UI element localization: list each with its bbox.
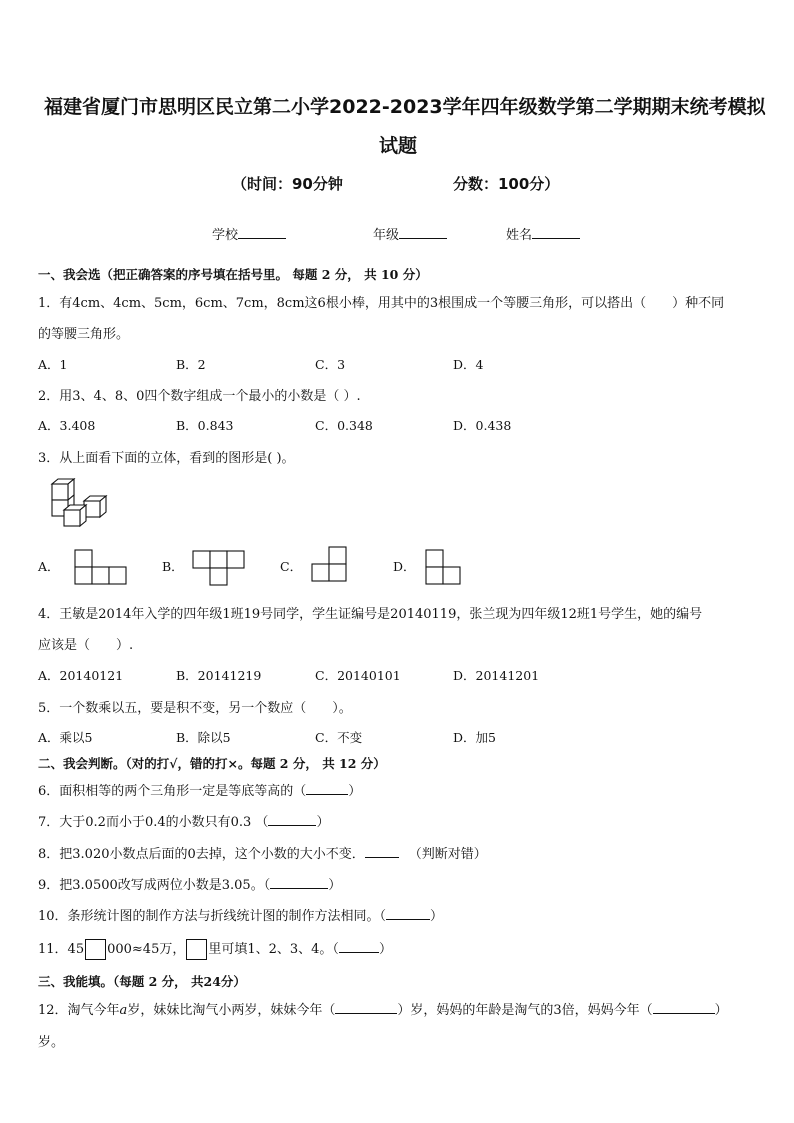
q1-option-b[interactable]: B．2 — [176, 357, 206, 372]
q4-line-2: 应该是（ ）. — [38, 638, 134, 653]
q9-answer-blank[interactable] — [270, 875, 328, 889]
q4-option-d[interactable]: D．20141201 — [453, 668, 540, 683]
grade-label: 年级 — [373, 228, 400, 243]
q1-line-2: 的等腰三角形。 — [38, 327, 130, 342]
q5-option-a[interactable]: A．乘以5 — [38, 730, 93, 745]
name-field — [506, 224, 580, 243]
q6-answer-blank[interactable] — [306, 781, 348, 795]
exam-time: （时间：90分钟 — [232, 175, 343, 193]
school-label: 学校 — [212, 228, 239, 243]
q12-part-a: 12．淘气今年 — [38, 1003, 120, 1018]
q3-option-a-label[interactable]: A． — [38, 559, 60, 574]
q10-stem: 10．条形统计图的制作方法与折线统计图的制作方法相同。（ — [38, 909, 387, 924]
q6-text — [38, 780, 361, 799]
q10-text — [38, 905, 443, 924]
q12-part-d: ） — [714, 1003, 728, 1018]
name-blank[interactable] — [532, 225, 580, 239]
q7-text — [38, 811, 329, 830]
q5-option-d[interactable]: D．加5 — [453, 730, 496, 745]
q2-text: 2．用3、4、8、0四个数字组成一个最小的小数是（ ）. — [38, 389, 361, 404]
q11-answer-blank[interactable] — [339, 939, 379, 953]
q11-digit-box-ref — [186, 939, 207, 960]
q11-text — [38, 938, 392, 960]
section-3-heading: 三、我能填。（每题 2 分， 共24分） — [38, 974, 246, 989]
q11-part-b: 000≈45万， — [107, 942, 186, 957]
q4-option-a[interactable]: A．20140121 — [38, 668, 124, 683]
grade-field — [373, 224, 447, 243]
name-label: 姓名 — [506, 228, 533, 243]
school-field — [212, 224, 286, 243]
cube-stack-figure — [46, 478, 114, 528]
q6-close: ） — [348, 784, 362, 799]
q4-line-1: 4．王敏是2014年入学的四年级1班19号同学，学生证编号是20140119，张兰现为四年级12班1号学生，她的编号 — [38, 607, 703, 622]
q10-close: ） — [430, 909, 444, 924]
q11-digit-box[interactable] — [85, 939, 106, 960]
section-1-heading: 一、我会选（把正确答案的序号填在括号里。 每题 2 分， 共 10 分） — [38, 267, 428, 282]
q1-line-1: 1．有4cm、4cm、5cm，6cm、7cm，8cm这6根小棒，用其中的3根围成一个等腰三角形，可以搭出（ ）种不同 — [38, 296, 725, 311]
q2-option-a[interactable]: A．3.408 — [38, 418, 96, 433]
q9-text — [38, 874, 341, 893]
q9-stem: 9．把3.0500改写成两位小数是3.05。（ — [38, 878, 271, 893]
q11-part-c: 里可填1、2、3、4。（ — [208, 942, 339, 957]
q10-answer-blank[interactable] — [386, 906, 430, 920]
title-line-1: 福建省厦门市思明区民立第二小学2022-2023学年四年级数学第二学期期末统考模拟 — [44, 96, 766, 118]
q6-stem: 6．面积相等的两个三角形一定是等底等高的（ — [38, 784, 307, 799]
q3-text: 3．从上面看下面的立体，看到的图形是( )。 — [38, 451, 295, 466]
q3-option-d-label[interactable]: D． — [393, 559, 416, 574]
q11-close: ） — [378, 942, 392, 957]
q5-option-b[interactable]: B．除以5 — [176, 730, 231, 745]
q7-answer-blank[interactable] — [268, 812, 316, 826]
q12-mother-age-blank[interactable] — [653, 1000, 715, 1014]
q7-close: ） — [316, 815, 330, 830]
exam-score: 分数：100分） — [453, 175, 560, 193]
q2-option-c[interactable]: C．0.348 — [315, 418, 373, 433]
q8-stem: 8．把3.020小数点后面的0去掉，这个小数的大小不变． — [38, 847, 365, 862]
q8-text — [38, 843, 487, 862]
q3-option-d-shape[interactable] — [425, 549, 463, 585]
q2-option-b[interactable]: B．0.843 — [176, 418, 234, 433]
q5-text: 5．一个数乘以五，要是积不变，另一个数应（ ）。 — [38, 701, 352, 716]
q3-option-b-shape[interactable] — [192, 550, 246, 586]
school-blank[interactable] — [238, 225, 286, 239]
q1-option-a[interactable]: A．1 — [38, 357, 68, 372]
q8-answer-blank[interactable] — [365, 844, 399, 858]
q5-option-c[interactable]: C．不变 — [315, 730, 363, 745]
q8-note: （判断对错） — [408, 847, 487, 862]
q1-option-c[interactable]: C．3 — [315, 357, 346, 372]
q12-line-1 — [38, 999, 728, 1018]
q3-option-c-label[interactable]: C． — [280, 559, 303, 574]
grade-blank[interactable] — [399, 225, 447, 239]
q11-part-a: 11．45 — [38, 942, 85, 957]
q12-sister-age-blank[interactable] — [335, 1000, 397, 1014]
q3-option-b-label[interactable]: B． — [162, 559, 184, 574]
title-line-2: 试题 — [379, 135, 418, 157]
q3-option-a-shape[interactable] — [74, 549, 128, 585]
q1-option-d[interactable]: D．4 — [453, 357, 484, 372]
q4-option-c[interactable]: C．20140101 — [315, 668, 401, 683]
q12-part-c: ）岁，妈妈的年龄是淘气的3倍，妈妈今年（ — [397, 1003, 653, 1018]
q12-variable: a — [119, 1003, 128, 1018]
q7-stem: 7．大于0.2而小于0.4的小数只有0.3 （ — [38, 815, 269, 830]
q2-option-d[interactable]: D．0.438 — [453, 418, 512, 433]
q4-option-b[interactable]: B．20141219 — [176, 668, 262, 683]
q12-part-b: 岁，妹妹比淘气小两岁，妹妹今年（ — [127, 1003, 336, 1018]
q12-line-2: 岁。 — [38, 1035, 65, 1050]
q3-option-c-shape[interactable] — [311, 546, 349, 582]
section-2-heading: 二、我会判断。（对的打√，错的打×。每题 2 分， 共 12 分） — [38, 756, 386, 771]
q9-close: ） — [328, 878, 342, 893]
